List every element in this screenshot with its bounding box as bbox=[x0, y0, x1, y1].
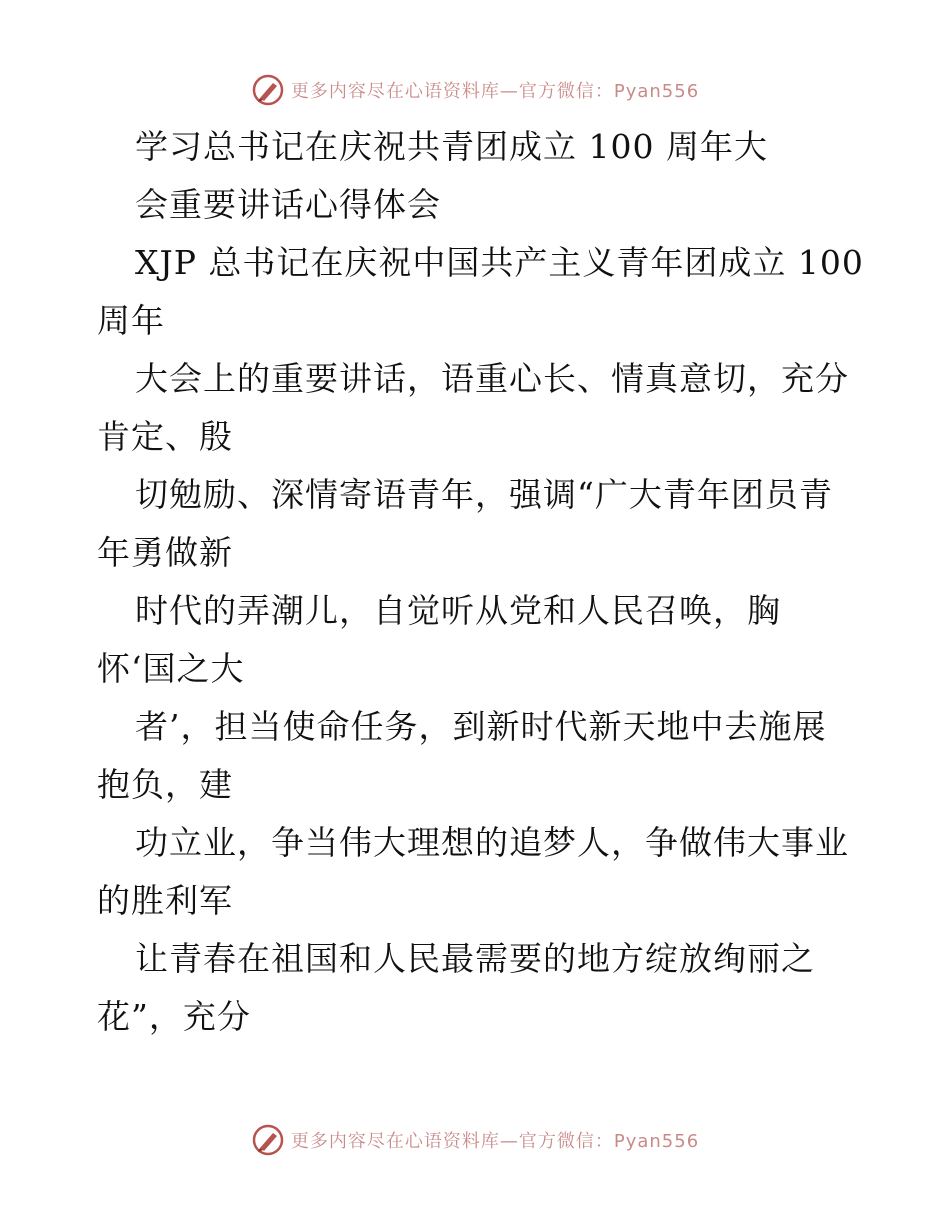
pen-logo-icon bbox=[251, 1123, 285, 1157]
text-line: 花”，充分 bbox=[97, 997, 251, 1036]
text-line: 周年 bbox=[97, 301, 165, 340]
text-line: 功立业，争当伟大理想的追梦人，争做伟大事业 bbox=[135, 823, 849, 862]
text-line: 者’，担当使命任务，到新时代新天地中去施展 bbox=[135, 707, 827, 746]
text-line: XJP 总书记在庆祝中国共产主义青年团成立 100 bbox=[135, 243, 864, 282]
text-line: 大会上的重要讲话，语重心长、情真意切，充分 bbox=[135, 359, 849, 398]
footer-watermark bbox=[0, 1120, 950, 1160]
pen-logo-icon bbox=[251, 73, 285, 107]
text-line: 抱负，建 bbox=[97, 765, 233, 804]
text-line: 时代的弄潮儿，自觉听从党和人民召唤，胸 bbox=[135, 591, 781, 630]
text-line: 肯定、殷 bbox=[97, 417, 233, 456]
document-body bbox=[97, 118, 864, 1046]
text-line: 的胜利军 bbox=[97, 881, 233, 920]
header-watermark bbox=[0, 70, 950, 110]
text-line: 会重要讲话心得体会 bbox=[135, 185, 441, 224]
text-line: 年勇做新 bbox=[97, 533, 233, 572]
header-watermark-text: 更多内容尽在心语资料库—官方微信：Pyan556 bbox=[290, 81, 700, 102]
text-line: 切勉励、深情寄语青年，强调“广大青年团员青 bbox=[135, 475, 833, 514]
text-line: 怀‘国之大 bbox=[97, 649, 245, 688]
text-line: 让青春在祖国和人民最需要的地方绽放绚丽之 bbox=[135, 939, 815, 978]
text-line: 学习总书记在庆祝共青团成立 100 周年大 bbox=[135, 127, 768, 166]
footer-watermark-text: 更多内容尽在心语资料库—官方微信：Pyan556 bbox=[290, 1131, 700, 1152]
